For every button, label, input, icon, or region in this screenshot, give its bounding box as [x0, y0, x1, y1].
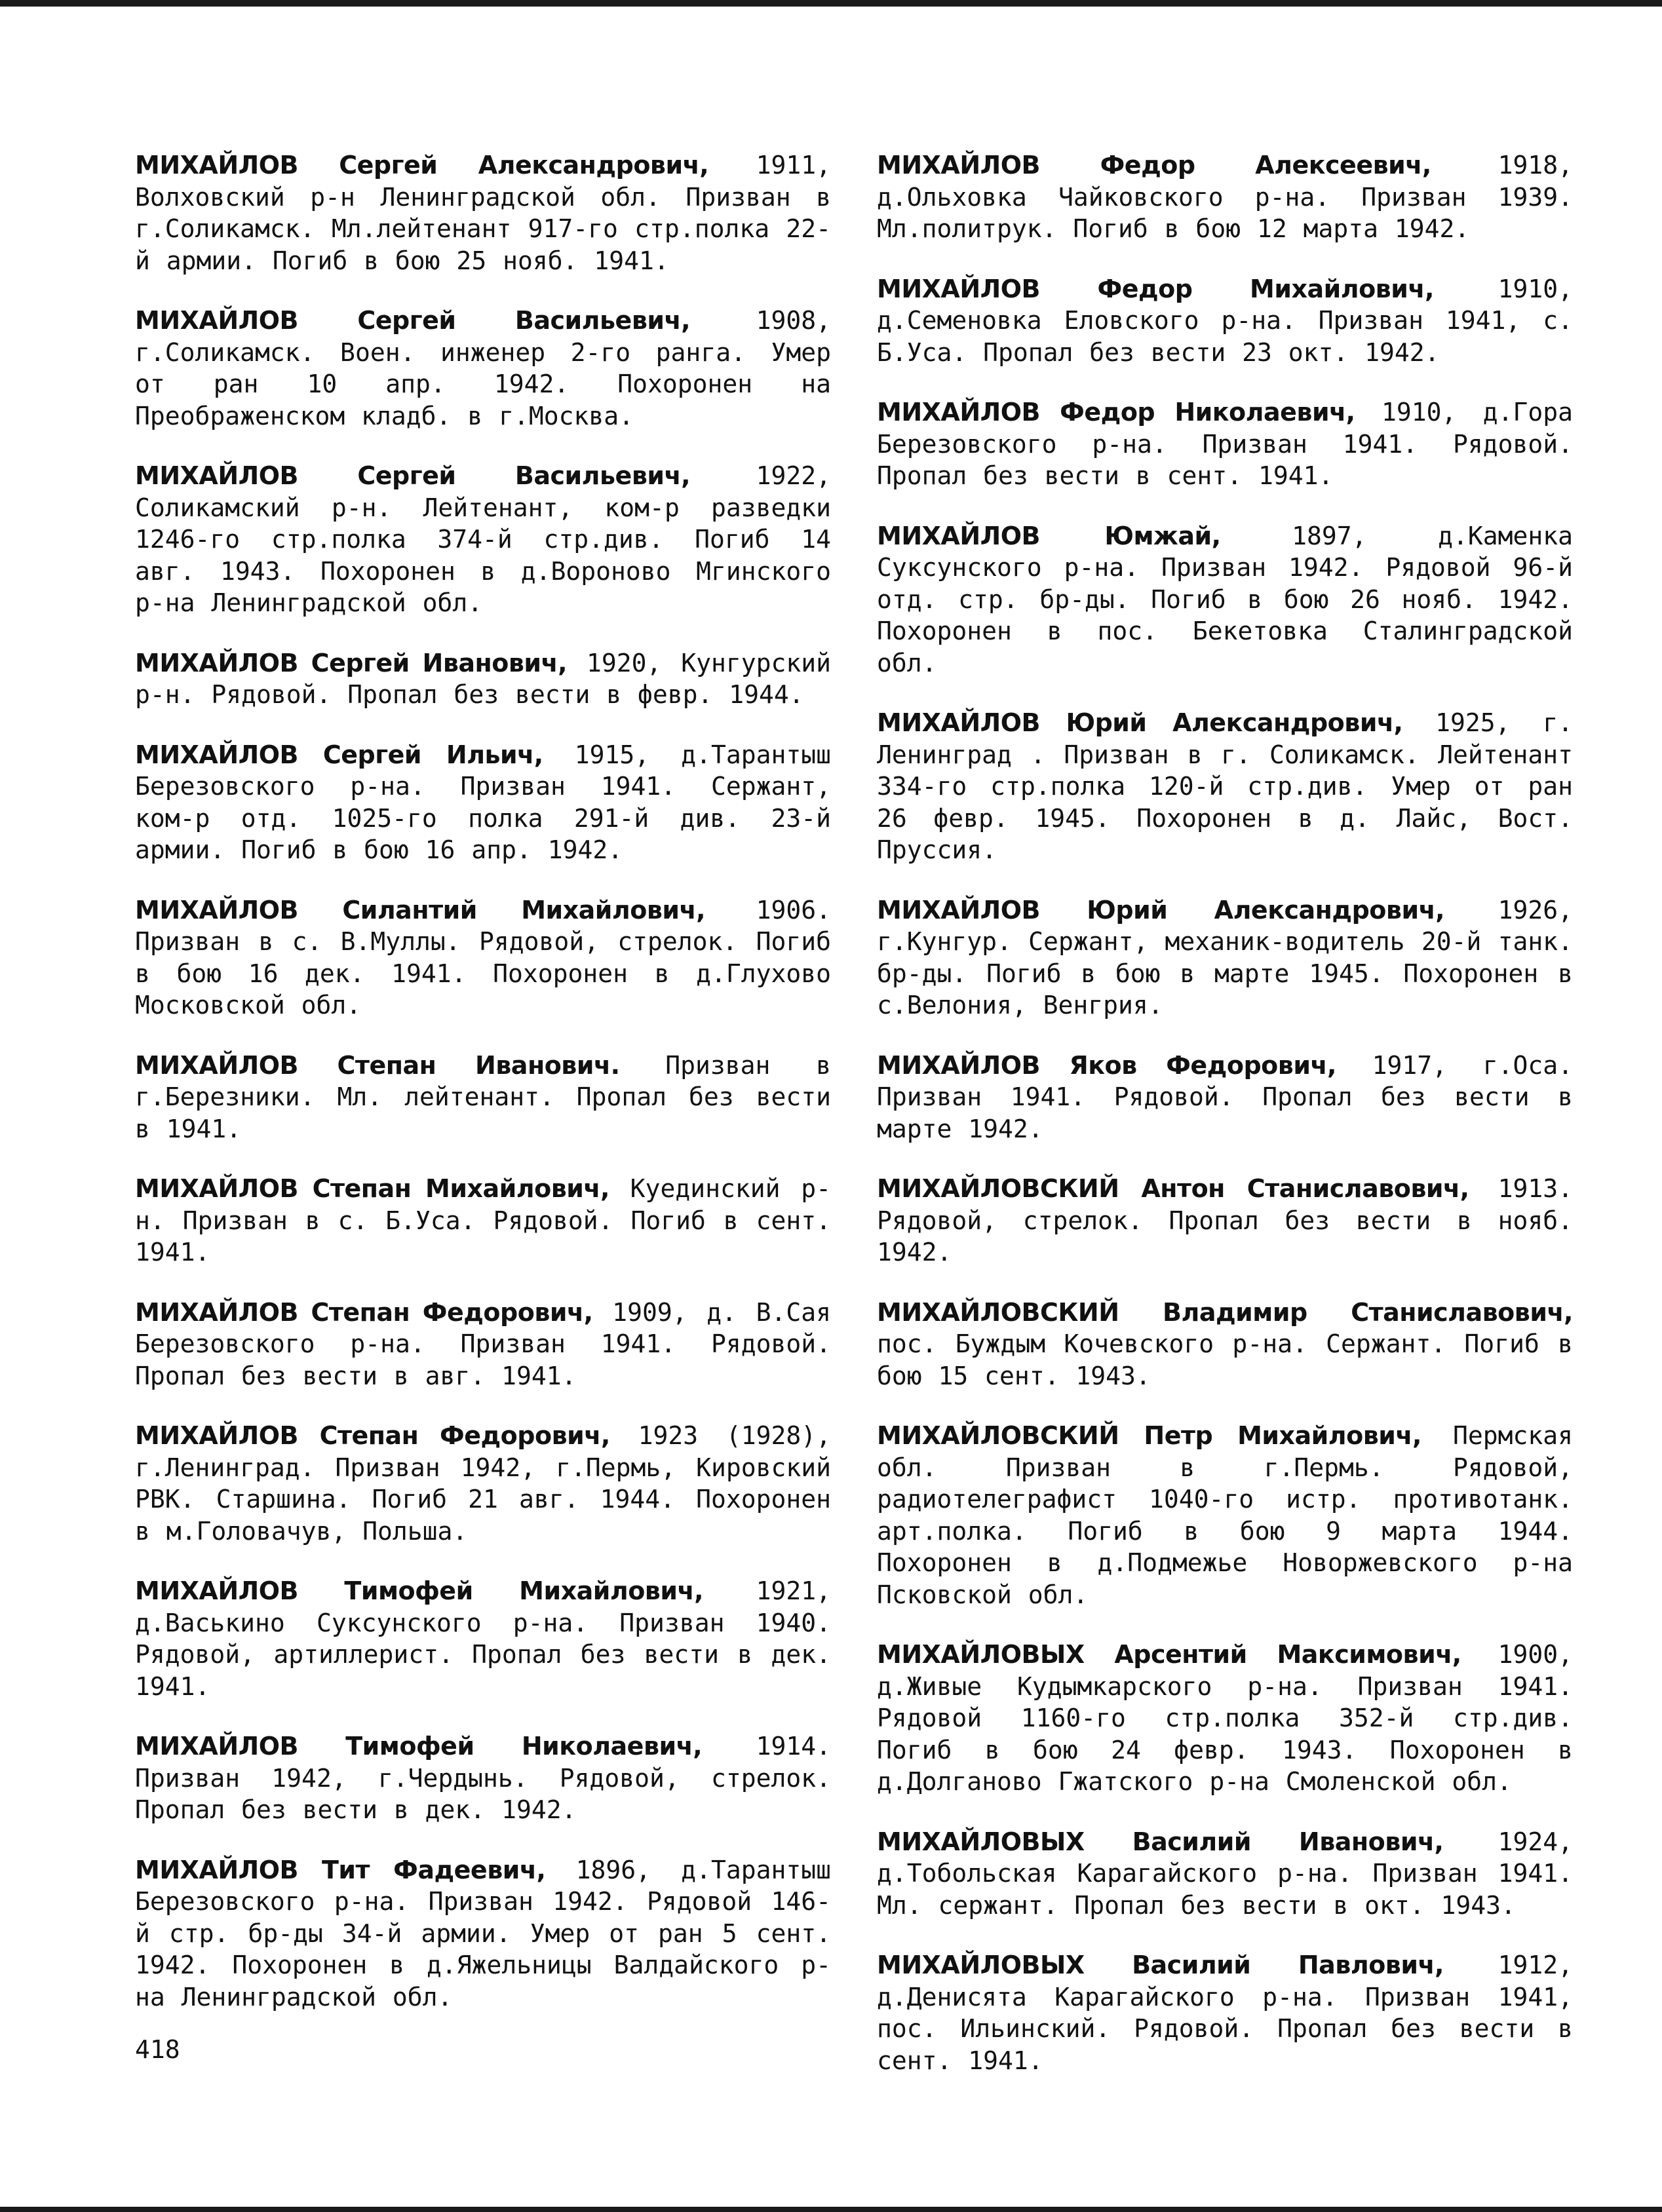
entry-name: МИХАЙЛОВ Тимофей Николаевич,	[135, 1732, 703, 1761]
entry-name: МИХАЙЛОВ Степан Федорович,	[135, 1421, 610, 1450]
memorial-entry	[135, 894, 831, 1021]
entry-name: МИХАЙЛОВ Юмжай,	[877, 521, 1221, 550]
entry-text: 1914. Призван 1942, г.Чердынь. Рядовой, стрелок. Пропал без вести в дек. 1942.	[135, 1732, 831, 1824]
entry-text: 1920, Кунгурский р-н. Рядовой. Пропал без вести в февр. 1944.	[135, 648, 831, 709]
memorial-entry	[135, 1854, 831, 2013]
entry-name: МИХАЙЛОВ Степан Михайлович,	[135, 1174, 609, 1203]
entry-text: 1896, д.Тарантыш Березовского р-на. Призван 1942. Рядовой 146-й стр. бр-ды 34-й армии. Умер от ран 5 сент. 1942. Похоронен в д.Яжельницы Валдайского р-на Ленинградской обл.	[135, 1855, 831, 2012]
memorial-entry	[135, 1050, 831, 1145]
entry-name: МИХАЙЛОВ Сергей Иванович,	[135, 648, 568, 677]
entry-name: МИХАЙЛОВСКИЙ Петр Михайлович,	[877, 1421, 1421, 1450]
entry-text: Куединский р-н. Призван в с. Б.Уса. Рядовой. Погиб в сент. 1941.	[135, 1174, 831, 1267]
right-column	[877, 149, 1573, 2105]
scan-border-top	[0, 0, 1662, 7]
entry-name: МИХАЙЛОВЫХ Василий Иванович,	[877, 1827, 1444, 1856]
entry-name: МИХАЙЛОВ Юрий Александрович,	[877, 708, 1403, 737]
entry-text: 1909, д. В.Сая Березовского р-на. Призван 1941. Рядовой. Пропал без вести в авг. 1941.	[135, 1297, 832, 1390]
memorial-entry	[135, 1420, 831, 1547]
entry-text: 1906. Призван в с. В.Муллы. Рядовой, стрелок. Погиб в бою 16 дек. 1941. Похоронен в д.Глухово Московской обл.	[135, 895, 831, 1020]
memorial-entry	[877, 1826, 1573, 1922]
entry-name: МИХАЙЛОВ Федор Михайлович,	[877, 274, 1434, 303]
entry-name: МИХАЙЛОВ Степан Иванович.	[135, 1050, 620, 1080]
entry-text: 1900, д.Живые Кудымкарского р-на. Призван 1941. Рядовой 1160-го стр.полка 352-й стр.див. Погиб в бою 24 февр. 1943. Похоронен в д.Долганово Гжатского р-на Смоленской обл.	[877, 1640, 1573, 1796]
memorial-entry	[135, 1173, 831, 1268]
memorial-entry	[877, 273, 1573, 369]
memorial-entry	[877, 1297, 1573, 1392]
entry-name: МИХАЙЛОВСКИЙ Владимир Станиславович,	[877, 1297, 1573, 1327]
entry-name: МИХАЙЛОВЫХ Василий Павлович,	[877, 1951, 1444, 1979]
entry-name: МИХАЙЛОВ Тимофей Михайлович,	[135, 1576, 704, 1605]
entry-name: МИХАЙЛОВ Тит Фадеевич,	[135, 1855, 546, 1884]
entry-text: 1912, д.Денисята Карагайского р-на. Призван 1941, пос. Ильинский. Рядовой. Пропал без вести в сент. 1941.	[877, 1951, 1573, 2075]
entry-name: МИХАЙЛОВ Федор Алексеевич,	[877, 151, 1431, 180]
entry-text: 1921, д.Васькино Суксунского р-на. Призван 1940. Рядовой, артиллерист. Пропал без вести в дек. 1941.	[135, 1576, 831, 1701]
entry-text: 1922, Соликамский р-н. Лейтенант, ком-р разведки 1246-го стр.полка 374-й стр.див. Погиб 14 авг. 1943. Похоронен в д.Вороново Мгинского р-на Ленинградской обл.	[135, 461, 831, 617]
entry-name: МИХАЙЛОВ Сергей Васильевич,	[135, 306, 691, 335]
entry-text: 1910, д.Гора Березовского р-на. Призван 1941. Рядовой. Пропал без вести в сент. 1941.	[877, 398, 1573, 490]
entry-name: МИХАЙЛОВ Степан Федорович,	[135, 1297, 593, 1327]
entry-text: пос. Буждым Кочевского р-на. Сержант. Погиб в бою 15 сент. 1943.	[877, 1329, 1573, 1390]
memorial-entry	[877, 1050, 1573, 1145]
entry-name: МИХАЙЛОВ Силантий Михайлович,	[135, 895, 706, 925]
page-number: 418	[135, 2035, 180, 2064]
memorial-entry	[877, 1420, 1573, 1611]
memorial-entry	[877, 520, 1573, 679]
entry-name: МИХАЙЛОВ Сергей Александрович,	[135, 151, 709, 180]
memorial-entry	[877, 1949, 1573, 2076]
memorial-entry	[877, 1639, 1573, 1798]
entry-text: 1923 (1928), г.Ленинград. Призван 1942, г.Пермь, Кировский РВК. Старшина. Погиб 21 авг. 1944. Похоронен в м.Головачув, Польша.	[135, 1421, 831, 1546]
memorial-entry	[135, 1575, 831, 1702]
entry-name: МИХАЙЛОВ Сергей Васильевич,	[135, 461, 691, 490]
memorial-entry	[877, 149, 1573, 245]
memorial-entry	[877, 707, 1573, 866]
entry-text: 1918, д.Ольховка Чайковского р-на. Призван 1939. Мл.политрук. Погиб в бою 12 марта 1942.	[877, 151, 1573, 243]
entry-text: 1913. Рядовой, стрелок. Пропал без вести в нояб. 1942.	[877, 1174, 1573, 1267]
scan-border-bottom	[0, 2207, 1662, 2212]
entry-text: 1924, д.Тобольская Карагайского р-на. Призван 1941. Мл. сержант. Пропал без вести в окт. 1943.	[877, 1827, 1573, 1920]
entry-text: 1908, г.Соликамск. Воен. инженер 2-го ранга. Умер от ран 10 апр. 1942. Похоронен на Преображенском кладб. в г.Москва.	[135, 306, 831, 430]
memorial-entry	[135, 1297, 831, 1392]
entry-name: МИХАЙЛОВ Сергей Ильич,	[135, 740, 543, 769]
memorial-entry	[877, 894, 1573, 1021]
memorial-entry	[877, 396, 1573, 492]
entry-text: 1915, д.Тарантыш Березовского р-на. Призван 1941. Сержант, ком-р отд. 1025-го полка 291-й див. 23-й армии. Погиб в бою 16 апр. 1942.	[135, 740, 831, 864]
entry-name: МИХАЙЛОВСКИЙ Антон Станиславович,	[877, 1174, 1469, 1203]
entry-name: МИХАЙЛОВ Федор Николаевич,	[877, 398, 1355, 427]
entry-text: 1897, д.Каменка Суксунского р-на. Призван 1942. Рядовой 96-й отд. стр. бр-ды. Погиб в бою 26 нояб. 1942. Похоронен в пос. Бекетовка Сталинградской обл.	[877, 521, 1574, 677]
entry-text: 1917, г.Оса. Призван 1941. Рядовой. Пропал без вести в марте 1942.	[877, 1050, 1573, 1143]
left-column	[135, 149, 831, 2041]
entry-text: 1925, г. Ленинград . Призван в г. Соликамск. Лейтенант 334-го стр.полка 120-й стр.див. Умер от ран 26 февр. 1945. Похоронен в д. Лайс, Вост. Пруссия.	[877, 708, 1573, 864]
entry-text: 1911, Волховский р-н Ленинградской обл. Призван в г.Соликамск. Мл.лейтенант 917-го стр.полка 22-й армии. Погиб в бою 25 нояб. 1941.	[135, 151, 831, 275]
entry-text: Призван в г.Березники. Мл. лейтенант. Пропал без вести в 1941.	[135, 1050, 831, 1143]
entry-text: 1910, д.Семеновка Еловского р-на. Призван 1941, с. Б.Уса. Пропал без вести 23 окт. 1942.	[877, 274, 1573, 367]
entry-text: 1926, г.Кунгур. Сержант, механик-водитель 20-й танк. бр-ды. Погиб в бою в марте 1945. Похоронен в с.Велония, Венгрия.	[877, 895, 1573, 1020]
memorial-entry	[135, 739, 831, 866]
entry-name: МИХАЙЛОВ Юрий Александрович,	[877, 895, 1445, 925]
memorial-entry	[135, 460, 831, 619]
memorial-entry	[135, 647, 831, 711]
entry-name: МИХАЙЛОВЫХ Арсентий Максимович,	[877, 1640, 1461, 1669]
entry-text: Пермская обл. Призван в г.Пермь. Рядовой, радиотелеграфист 1040-го истр. противотанк. арт.полка. Погиб в бою 9 марта 1944. Похоронен в д.Подмежье Новоржевского р-на Псковской обл.	[877, 1421, 1573, 1609]
memorial-entry	[135, 1730, 831, 1826]
memorial-entry	[135, 149, 831, 276]
memorial-entry	[135, 305, 831, 432]
entry-name: МИХАЙЛОВ Яков Федорович,	[877, 1050, 1336, 1080]
memorial-entry	[877, 1173, 1573, 1268]
